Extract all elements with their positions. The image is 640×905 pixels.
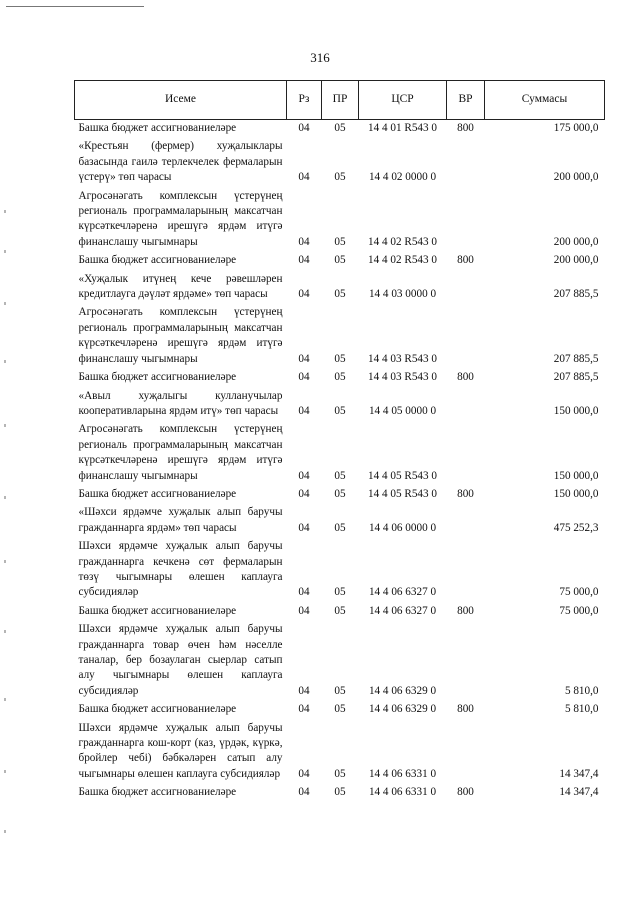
cell-name: Агросәнәгать комплексын үстерүнең региональ программаларының максатчан күрсәткечләренә ирешүгә ярдәм итүгә финанслашу чыгымнары	[78, 306, 283, 365]
cell-name: «Крестьян (фермер) хуҗалыклары базасында гаилә терлекчелек фермаларын үстерү» төп чарасы	[78, 140, 283, 184]
table-row	[75, 188, 605, 253]
cell-pr: 05	[334, 521, 346, 534]
cell-name: Башка бюджет ассигнованиеләре	[78, 703, 237, 716]
cell-pr: 05	[334, 684, 346, 697]
cell-sum: 150 000,0	[553, 469, 599, 482]
cell-sum: 14 347,4	[559, 786, 599, 799]
cell-name: Башка бюджет ассигнованиеләре	[78, 254, 237, 267]
cell-vr	[447, 271, 485, 305]
cell-pr: 05	[334, 767, 346, 780]
cell-rz: 04	[298, 703, 310, 716]
cell-csr: 14 4 02 R543 0	[368, 235, 437, 248]
cell-vr	[447, 188, 485, 253]
table-header-row	[75, 81, 605, 120]
cell-vr: 800	[457, 122, 474, 134]
cell-csr: 14 4 06 6329 0	[368, 684, 437, 697]
cell-rz: 04	[298, 404, 310, 417]
cell-name: Агросәнәгать комплексын үстерүнең региональ программаларының максатчан күрсәткечләренә ирешүгә ярдәм итүгә финанслашу чыгымнары	[78, 189, 283, 248]
cell-rz: 04	[298, 254, 310, 267]
cell-vr: 800	[457, 487, 474, 500]
table-row	[75, 621, 605, 701]
cell-rz: 04	[298, 521, 310, 534]
table-row	[75, 701, 605, 719]
cell-csr: 14 4 05 R543 0	[368, 469, 437, 482]
cell-csr: 14 4 05 R543 0	[368, 487, 437, 500]
cell-name: Башка бюджет ассигнованиеләре	[78, 371, 237, 384]
cell-rz: 04	[298, 352, 310, 365]
cell-csr: 14 4 03 R543 0	[368, 371, 437, 384]
cell-csr: 14 4 05 0000 0	[368, 404, 437, 417]
cell-pr: 05	[334, 586, 346, 599]
cell-vr	[447, 304, 485, 369]
table-row	[75, 504, 605, 538]
cell-pr: 05	[334, 604, 346, 617]
cell-csr: 14 4 03 0000 0	[368, 288, 437, 301]
cell-vr: 800	[457, 703, 474, 716]
cell-rz: 04	[298, 122, 310, 134]
header-csr: ЦСР	[359, 81, 447, 120]
header-pr: ПР	[322, 81, 359, 120]
cell-sum: 475 252,3	[553, 521, 599, 534]
cell-csr: 14 4 03 R543 0	[368, 352, 437, 365]
cell-vr	[447, 421, 485, 486]
cell-sum: 200 000,0	[553, 235, 599, 248]
cell-rz: 04	[298, 767, 310, 780]
cell-name: Агросәнәгать комплексын үстерүнең региональ программаларының максатчан күрсәткечләренә ирешүгә ярдәм итүгә финанслашу чыгымнары	[78, 423, 283, 482]
budget-table	[74, 80, 605, 803]
cell-rz: 04	[298, 684, 310, 697]
cell-sum: 207 885,5	[553, 288, 599, 301]
cell-pr: 05	[334, 352, 346, 365]
cell-vr	[447, 504, 485, 538]
cell-sum: 75 000,0	[559, 604, 599, 617]
cell-name: «Авыл хуҗалыгы кулланучылар кооперативларына ярдәм итү» төп чарасы	[78, 389, 283, 417]
cell-rz: 04	[298, 786, 310, 799]
cell-pr: 05	[334, 171, 346, 184]
scan-margin-marks	[4, 210, 8, 850]
cell-pr: 05	[334, 404, 346, 417]
cell-csr: 14 4 06 6331 0	[368, 786, 437, 799]
cell-sum: 5 810,0	[564, 684, 599, 697]
cell-name: Шәхси ярдәмче хуҗалык алып баручы гражданнарга кош-корт (каз, үрдәк, күркә, бройлер чебі) бәбкәләрен сатып алу чыгымнары өлешен каплауга субсидияләр	[78, 721, 283, 780]
cell-sum: 200 000,0	[553, 254, 599, 267]
cell-name: Башка бюджет ассигнованиеләре	[78, 122, 237, 134]
cell-vr	[447, 388, 485, 422]
cell-pr: 05	[334, 703, 346, 716]
cell-name: Башка бюджет ассигнованиеләре	[78, 786, 237, 799]
table-row	[75, 538, 605, 603]
page-number: 316	[310, 50, 330, 65]
table-row	[75, 388, 605, 422]
cell-pr: 05	[334, 254, 346, 267]
top-rule	[6, 6, 144, 7]
cell-rz: 04	[298, 371, 310, 384]
cell-csr: 14 4 02 0000 0	[368, 171, 437, 184]
table-row	[75, 369, 605, 387]
cell-sum: 150 000,0	[553, 404, 599, 417]
cell-csr: 14 4 06 6331 0	[368, 767, 437, 780]
cell-csr: 14 4 06 6327 0	[368, 604, 437, 617]
header-sum: Суммасы	[485, 81, 605, 120]
cell-csr: 14 4 01 R543 0	[368, 122, 437, 134]
cell-rz: 04	[298, 586, 310, 599]
cell-pr: 05	[334, 469, 346, 482]
cell-rz: 04	[298, 604, 310, 617]
cell-pr: 05	[334, 786, 346, 799]
cell-sum: 5 810,0	[564, 703, 599, 716]
table-row	[75, 120, 605, 139]
cell-vr: 800	[457, 254, 474, 267]
cell-rz: 04	[298, 171, 310, 184]
cell-rz: 04	[298, 469, 310, 482]
cell-vr: 800	[457, 604, 474, 617]
cell-vr	[447, 538, 485, 603]
cell-pr: 05	[334, 487, 346, 500]
cell-vr: 800	[457, 786, 474, 799]
cell-sum: 75 000,0	[559, 586, 599, 599]
table-row	[75, 784, 605, 802]
cell-name: «Хуҗалык итүнең кече рәвешләрен кредитлауга дәүләт ярдәме» төп чарасы	[78, 272, 283, 301]
cell-csr: 14 4 02 R543 0	[368, 254, 437, 267]
cell-rz: 04	[298, 235, 310, 248]
table-row	[75, 271, 605, 305]
cell-csr: 14 4 06 6327 0	[368, 586, 437, 599]
cell-pr: 05	[334, 122, 346, 134]
cell-sum: 14 347,4	[559, 767, 599, 780]
cell-csr: 14 4 06 0000 0	[368, 521, 437, 534]
cell-vr	[447, 621, 485, 701]
cell-name: Башка бюджет ассигнованиеләре	[78, 604, 237, 617]
table-row	[75, 486, 605, 504]
cell-sum: 175 000,0	[553, 122, 599, 134]
table-row	[75, 138, 605, 187]
table-row	[75, 603, 605, 621]
cell-csr: 14 4 06 6329 0	[368, 703, 437, 716]
cell-pr: 05	[334, 288, 346, 301]
header-rz: Рз	[287, 81, 322, 120]
cell-name: Шәхси ярдәмче хуҗалык алып баручы гражданнарга кечкенә сөт фермаларын төзү чыгымнары өлешен каплауга субсидияләр	[78, 540, 283, 599]
header-name: Исеме	[75, 81, 287, 120]
table-row	[75, 421, 605, 486]
table-row	[75, 304, 605, 369]
cell-pr: 05	[334, 371, 346, 384]
header-vr: ВР	[447, 81, 485, 120]
cell-name: Башка бюджет ассигнованиеләре	[78, 487, 237, 500]
cell-sum: 200 000,0	[553, 171, 599, 184]
cell-sum: 207 885,5	[553, 352, 599, 365]
cell-vr	[447, 720, 485, 785]
cell-vr: 800	[457, 371, 474, 384]
cell-pr: 05	[334, 235, 346, 248]
cell-rz: 04	[298, 487, 310, 500]
cell-vr	[447, 138, 485, 187]
table-row	[75, 720, 605, 785]
cell-sum: 207 885,5	[553, 371, 599, 384]
table-row	[75, 252, 605, 270]
cell-name: Шәхси ярдәмче хуҗалык алып баручы гражданнарга товар өчен һәм нәселле таналар, бер бозаулаган сыерлар сатып алу чыгымнары өлешен каплауга субсидияләр	[78, 623, 283, 697]
cell-sum: 150 000,0	[553, 487, 599, 500]
cell-name: «Шәхси ярдәмче хуҗалык алып баручы гражданнарга ярдәм» төп чарасы	[78, 506, 283, 534]
cell-rz: 04	[298, 288, 310, 301]
